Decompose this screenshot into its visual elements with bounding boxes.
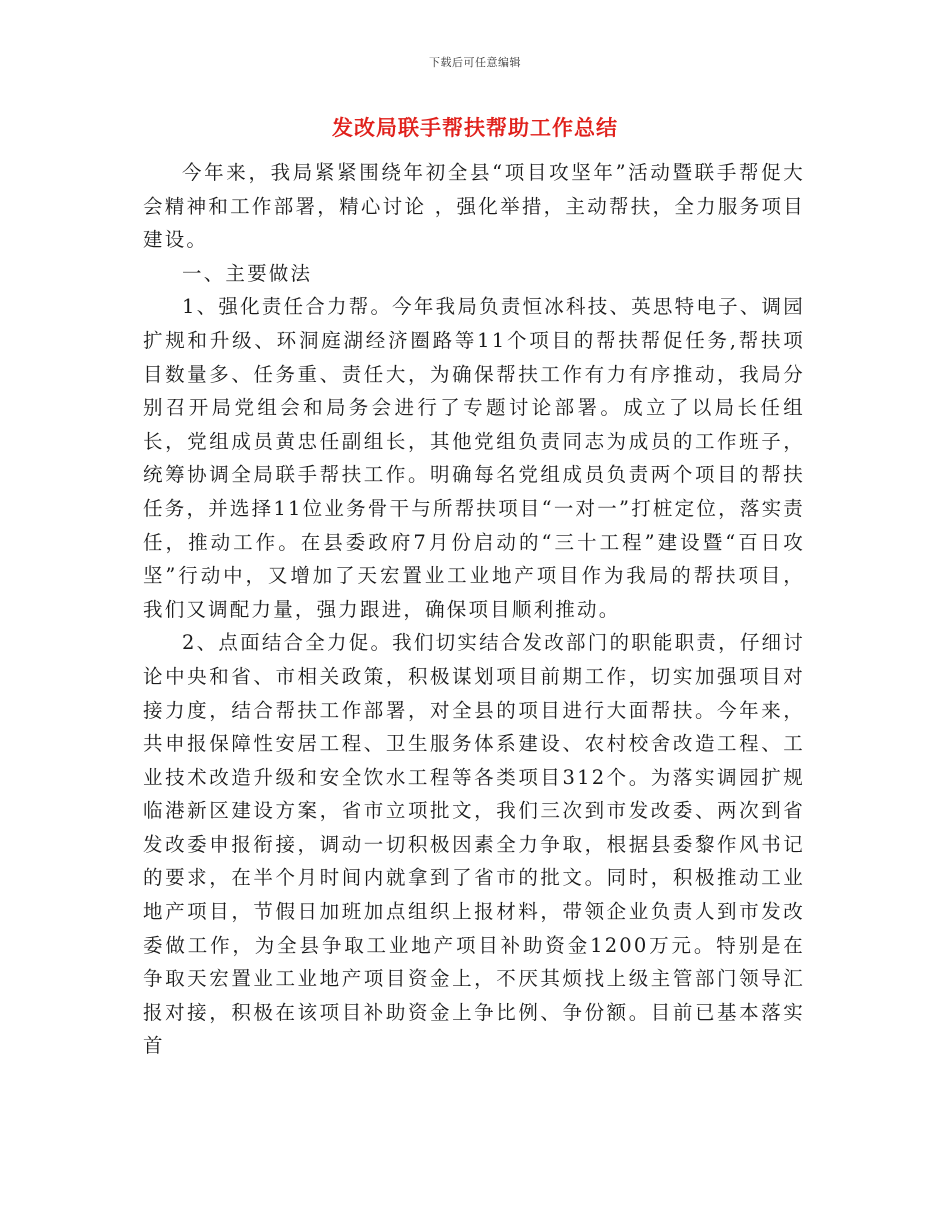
paragraph-item-1: 1、强化责任合力帮。今年我局负责恒冰科技、英思特电子、调园扩规和升级、环洞庭湖经济圈路等11个项目的帮扶帮促任务,帮扶项目数量多、任务重、责任大，为确保帮扶工作有力有序推动，我局分别召开局党组会和局务会进行了专题讨论部署。成立了以局长任组长，党组成员黄忠任副组长，其他党组负责同志为成员的工作班子，统筹协调全局联手帮扶工作。明确每名党组成员负责两个项目的帮扶任务，并选择11位业务骨干与所帮扶项目“一对一”打桩定位，落实责任，推动工作。在县委政府7月份启动的“三十工程”建设暨“百日攻坚”行动中，又增加了天宏置业工业地产项目作为我局的帮扶项目，我们又调配力量，强力跟进，确保项目顺利推动。 [143,295,805,621]
header-note: 下载后可任意编辑 [429,56,521,69]
document-body [143,156,805,1063]
document-title: 发改局联手帮扶帮助工作总结 [332,115,618,140]
paragraph-item-2: 2、点面结合全力促。我们切实结合发改部门的职能职责，仔细讨论中央和省、市相关政策，积极谋划项目前期工作，切实加强项目对接力度，结合帮扶工作部署，对全县的项目进行大面帮扶。今年来，共申报保障性安居工程、卫生服务体系建设、农村校舍改造工程、工业技术改造升级和安全饮水工程等各类项目312个。为落实调园扩规临港新区建设方案，省市立项批文，我们三次到市发改委、两次到省发改委申报衔接，调动一切积极因素全力争取，根据县委黎作风书记的要求，在半个月时间内就拿到了省市的批文。同时，积极推动工业地产项目，节假日加班加点组织上报材料，带领企业负责人到市发改委做工作，为全县争取工业地产项目补助资金1200万元。特别是在争取天宏置业工业地产项目资金上，不厌其烦找上级主管部门领导汇报对接，积极在该项目补助资金上争比例、争份额。目前已基本落实首 [143,631,805,1058]
paragraph-intro: 今年来，我局紧紧围绕年初全县“项目攻坚年”活动暨联手帮促大会精神和工作部署，精心讨论 ，强化举措，主动帮扶，全力服务项目建设。 [143,161,805,252]
section-heading-main-practices: 一、主要做法 [182,261,313,285]
